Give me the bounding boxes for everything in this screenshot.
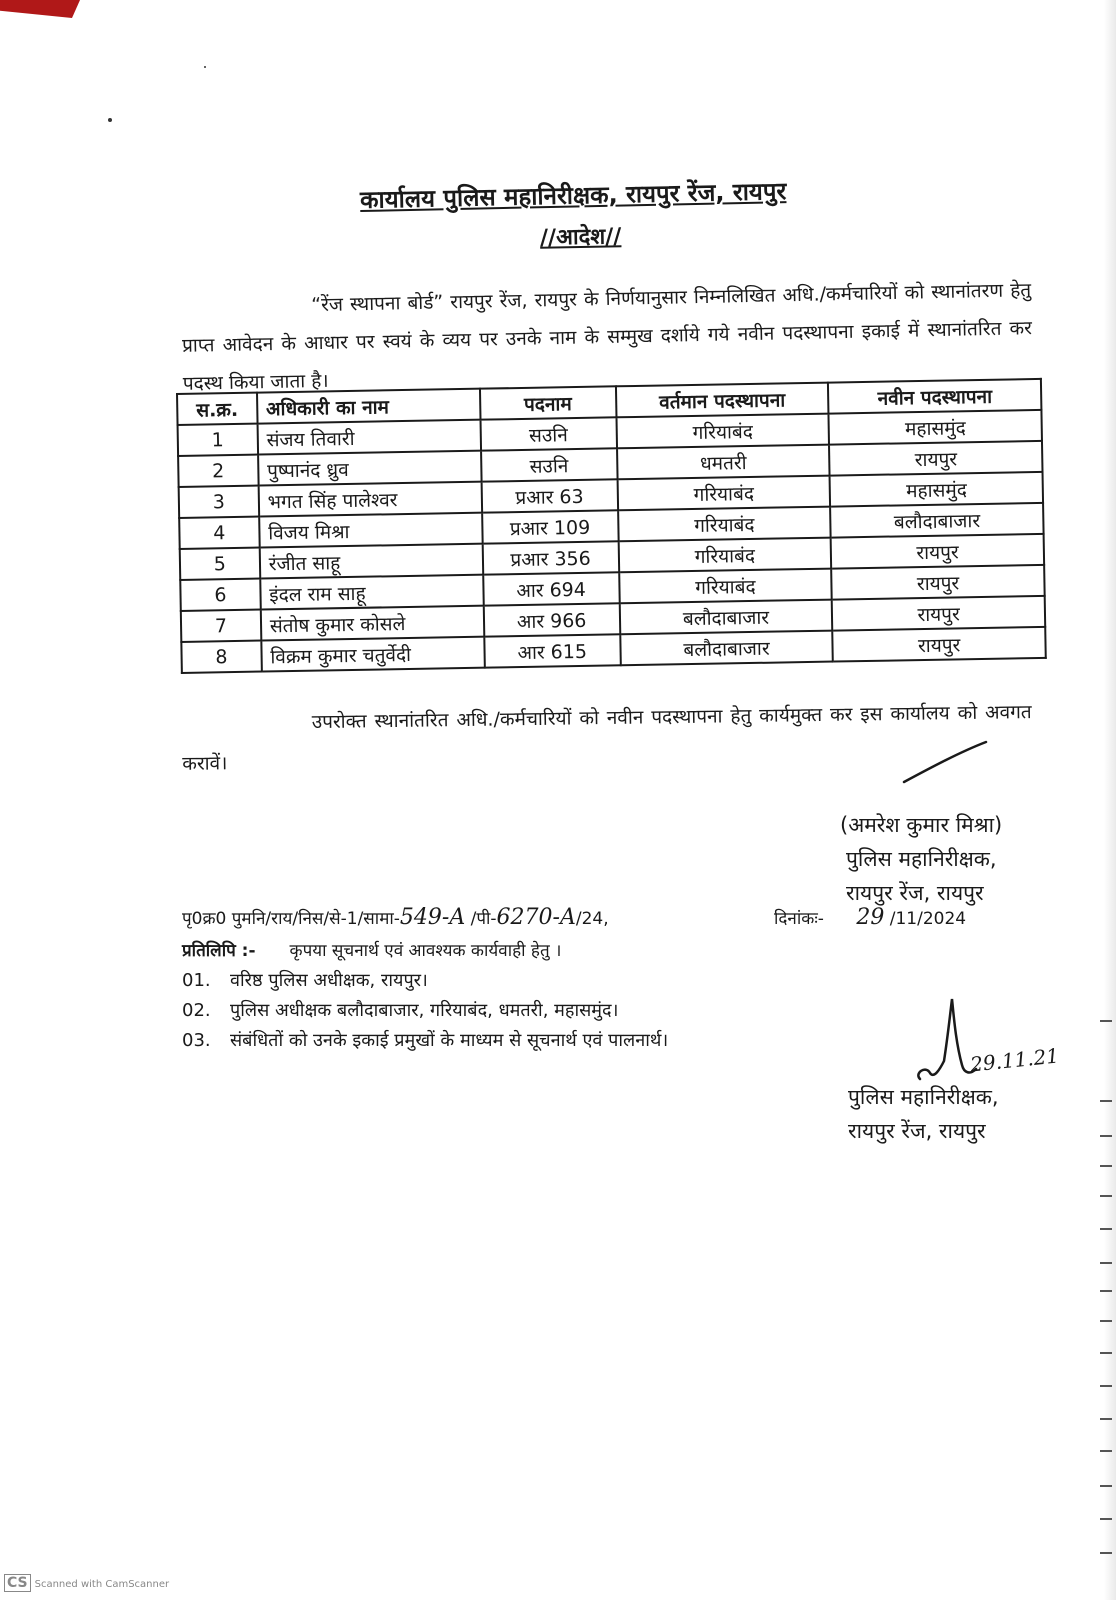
- reference-prefix: पृ0क्र0 पुमनि/राय/निस/से-1/सामा-: [182, 909, 400, 929]
- signatory-name: (अमरेश कुमार मिश्रा): [840, 813, 1003, 837]
- reference-mid: /पी-: [465, 909, 497, 929]
- cell-serial: 5: [180, 548, 260, 580]
- cell-name: रंजीत साहू: [259, 544, 482, 579]
- reference-number: [182, 905, 609, 930]
- cell-rank: सउनि: [481, 448, 618, 481]
- scan-speck: [108, 118, 112, 122]
- scan-edge-artifact: [0, 0, 80, 18]
- handwritten-initials: [900, 995, 980, 1085]
- office-title: कार्यालय पुलिस महानिरीक्षक, रायपुर रेंज, रायपुर: [359, 177, 787, 215]
- signatory-office: रायपुर रेंज, रायपुर: [846, 881, 984, 905]
- cell-name: इंदल राम साहू: [260, 575, 483, 610]
- copy-item-number: 02.: [182, 1000, 211, 1021]
- signature-stroke: [900, 738, 990, 788]
- cell-new-posting: बलौदाबाजार: [830, 503, 1043, 538]
- scanner-text: Scanned with CamScanner: [34, 1579, 170, 1590]
- signatory-footer-block: [848, 1080, 999, 1148]
- copy-item-number: 01.: [182, 970, 211, 991]
- cell-new-posting: महासमुंद: [829, 410, 1042, 445]
- reference-suffix: /24,: [575, 909, 609, 929]
- cell-name: संतोष कुमार कोसले: [261, 606, 484, 641]
- cell-current-posting: बलौदाबाजार: [620, 631, 833, 666]
- col-header-new-posting: नवीन पदस्थापना: [828, 379, 1041, 414]
- cell-serial: 6: [180, 579, 260, 611]
- copy-label: प्रतिलिपि :-: [182, 941, 256, 961]
- cell-current-posting: गरियाबंद: [619, 569, 832, 604]
- col-header-current-posting: वर्तमान पदस्थापना: [616, 383, 829, 418]
- copy-item: [182, 1028, 668, 1052]
- copy-to-heading: [182, 938, 562, 961]
- cell-rank: आर 966: [483, 603, 620, 636]
- col-header-serial: स.क्र.: [177, 393, 257, 425]
- copy-purpose: कृपया सूचनार्थ एवं आवश्यक कार्यवाही हेतु ।: [289, 941, 562, 961]
- signatory-block: [840, 808, 1002, 910]
- copy-item-text: वरिष्ठ पुलिस अधीक्षक, रायपुर।: [230, 970, 428, 991]
- signatory-designation: पुलिस महानिरीक्षक,: [846, 847, 997, 871]
- cell-rank: प्रआर 356: [482, 541, 619, 574]
- cell-name: पुष्पानंद ध्रुव: [258, 451, 481, 486]
- camscanner-logo-icon: CS: [4, 1574, 31, 1592]
- initials-date: 29.11.21: [968, 1043, 1061, 1077]
- cell-name: संजय तिवारी: [257, 420, 480, 455]
- scan-edge-shadow: [1104, 0, 1116, 1600]
- cell-name: भगत सिंह पालेश्वर: [258, 482, 481, 517]
- cell-current-posting: बलौदाबाजार: [619, 600, 832, 635]
- cell-rank: प्रआर 109: [482, 510, 619, 543]
- cell-new-posting: रायपुर: [831, 534, 1044, 569]
- date-day-handwritten: 29: [856, 905, 885, 930]
- copy-item-text: संबंधितों को उनके इकाई प्रमुखों के माध्यम से सूचनार्थ एवं पालनार्थ।: [230, 1030, 669, 1051]
- cell-rank: आर 615: [484, 634, 621, 667]
- cell-current-posting: गरियाबंद: [618, 538, 831, 573]
- signatory-footer-designation: पुलिस महानिरीक्षक,: [848, 1085, 999, 1109]
- cell-serial: 4: [179, 517, 259, 549]
- date-label: दिनांकः-: [774, 909, 824, 929]
- cell-serial: 2: [178, 455, 258, 487]
- cell-rank: प्रआर 63: [481, 479, 618, 512]
- cell-new-posting: रायपुर: [833, 627, 1046, 662]
- cell-name: विजय मिश्रा: [259, 513, 482, 548]
- col-header-rank: पदनाम: [480, 386, 617, 419]
- order-date: [774, 905, 966, 930]
- cell-current-posting: धमतरी: [617, 445, 830, 480]
- cell-new-posting: महासमुंद: [830, 472, 1043, 507]
- col-header-name: अधिकारी का नाम: [257, 389, 480, 424]
- reference-handwritten-1: 549-A: [399, 905, 466, 930]
- copy-item-number: 03.: [182, 1030, 211, 1051]
- transfer-table: [176, 378, 1047, 674]
- cell-name: विक्रम कुमार चतुर्वेदी: [261, 637, 484, 672]
- cell-new-posting: रायपुर: [829, 441, 1042, 476]
- reference-handwritten-2: 6270-A: [496, 905, 576, 930]
- cell-serial: 1: [178, 424, 258, 456]
- signatory-footer-office: रायपुर रेंज, रायपुर: [848, 1119, 986, 1143]
- cell-current-posting: गरियाबंद: [616, 414, 829, 449]
- copy-item: [182, 998, 618, 1022]
- copy-item-text: पुलिस अधीक्षक बलौदाबाजार, गरियाबंद, धमतरी, महासमुंद।: [230, 1000, 619, 1021]
- scanner-watermark: [4, 1574, 169, 1592]
- intro-paragraph: “रेंज स्थापना बोर्ड” रायपुर रेंज, रायपुर के निर्णयानुसार निम्नलिखित अधि./कर्मचारियों को स्थानांतरण हेतु प्राप्त आवेदन के आधार पर स्वयं के व्यय पर उनके नाम के सम्मुख दर्शाये गये नवीन पदस्थापना इकाई में स्थानांतरित कर पदस्थ किया जाता है।: [181, 279, 1033, 395]
- closing-paragraph: उपरोक्त स्थानांतरित अधि./कर्मचारियों को नवीन पदस्थापना हेतु कार्यमुक्त कर इस कार्यालय को अवगत करावें।: [182, 701, 1032, 775]
- cell-serial: 8: [181, 641, 261, 673]
- scan-speck: [204, 66, 206, 68]
- cell-current-posting: गरियाबंद: [618, 507, 831, 542]
- copy-item: [182, 968, 428, 992]
- cell-rank: आर 694: [483, 572, 620, 605]
- cell-rank: सउनि: [480, 417, 617, 450]
- cell-new-posting: रायपुर: [831, 565, 1044, 600]
- cell-new-posting: रायपुर: [832, 596, 1045, 631]
- cell-current-posting: गरियाबंद: [617, 476, 830, 511]
- cell-serial: 3: [179, 486, 259, 518]
- order-heading: //आदेश//: [539, 224, 622, 251]
- cell-serial: 7: [181, 610, 261, 642]
- date-month-year: /11/2024: [884, 909, 967, 929]
